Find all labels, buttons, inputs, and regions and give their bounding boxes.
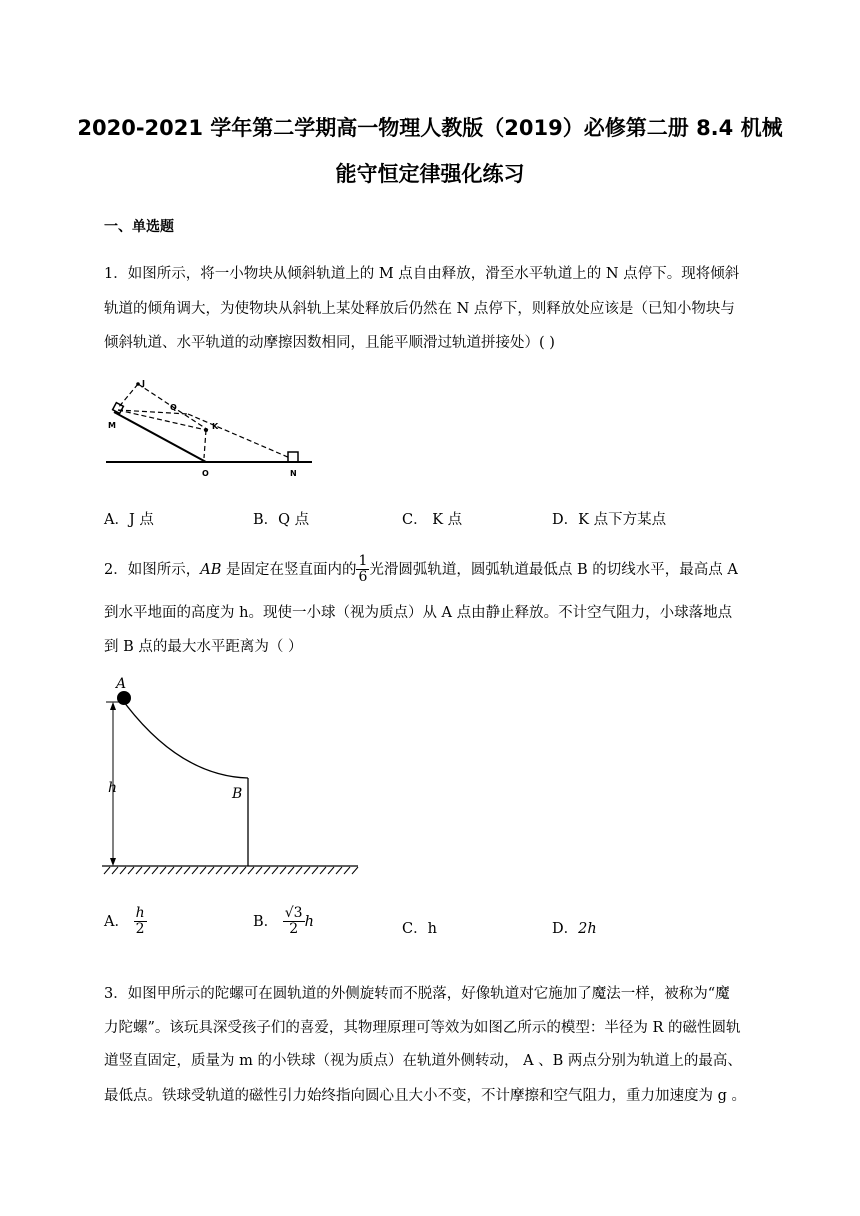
q3-text-line-3: 道竖直固定，质量为 m 的小铁球（视为质点）在轨道外侧转动， A 、B 两点分别为轨道上的最高、 bbox=[104, 1053, 742, 1069]
q2-frac-num: 1 bbox=[358, 553, 368, 569]
q1-option-d[interactable]: D．K 点下方某点 bbox=[552, 512, 667, 528]
q2-option-a-den: 2 bbox=[135, 921, 145, 938]
q3-text-line-4: 最低点。铁球受轨道的磁性引力始终指向圆心且大小不变，不计摩擦和空气阻力，重力加速度为 g 。 bbox=[104, 1088, 746, 1104]
q2-post: 光滑圆弧轨道，圆弧轨道最低点 B 的切线水平，最高点 A bbox=[369, 561, 738, 578]
q2-option-b-var: h bbox=[304, 913, 314, 930]
q2-option-a-label: A． bbox=[104, 913, 129, 930]
document-title-line-2: 能守恒定律强化练习 bbox=[335, 162, 525, 186]
q1-figure bbox=[100, 372, 320, 482]
q2-figure bbox=[100, 672, 362, 878]
q2-frac-den: 6 bbox=[358, 569, 368, 586]
q1-option-a[interactable]: A．J 点 bbox=[104, 512, 154, 528]
q2-option-b-num: √3 bbox=[284, 905, 303, 921]
q2-text-line-3: 到 B 点的最大水平距离为（ ） bbox=[104, 639, 303, 655]
q1-option-c[interactable]: C． K 点 bbox=[402, 512, 463, 528]
q3-text-line-2: 力陀螺”。该玩具深受孩子们的喜爱，其物理原理可等效为如图乙所示的模型：半径为 R 的磁性圆轨 bbox=[104, 1020, 741, 1036]
q2-prefix: 2．如图所示， bbox=[104, 561, 201, 578]
q2-option-b-label: B． bbox=[253, 913, 279, 930]
label-n: N bbox=[290, 469, 297, 478]
q2-option-a-fraction bbox=[134, 906, 147, 938]
label-j: J bbox=[142, 379, 145, 388]
q2-ab: AB bbox=[200, 561, 222, 578]
q1-text-line-3: 倾斜轨道、水平轨道的动摩擦因数相同，且能平顺滑过轨道拼接处）( ) bbox=[104, 335, 555, 351]
q2-option-a[interactable] bbox=[104, 906, 147, 938]
q3-text-line-1: 3．如图甲所示的陀螺可在圆轨道的外侧旋转而不脱落，好像轨道对它施加了魔法一样，被称为“魔 bbox=[104, 986, 730, 1002]
section-heading: 一、单选题 bbox=[104, 219, 174, 235]
q2-option-a-num: h bbox=[135, 905, 145, 921]
q2-option-d-label: D． bbox=[552, 921, 579, 937]
q2-option-b-den: 2 bbox=[289, 921, 299, 938]
q2-option-c[interactable]: C．h bbox=[402, 921, 437, 937]
label-m: M bbox=[108, 421, 116, 430]
q1-text-line-1: 1．如图所示，将一小物块从倾斜轨道上的 M 点自由释放，滑至水平轨道上的 N 点停下。现将倾斜 bbox=[104, 266, 740, 282]
q2-mid: 是固定在竖直面内的 bbox=[221, 561, 357, 578]
q2-option-d[interactable] bbox=[552, 917, 597, 938]
q2-fraction bbox=[356, 554, 369, 586]
q2-option-b-fraction bbox=[283, 906, 305, 938]
q2-option-d-value: 2h bbox=[578, 921, 597, 937]
label-q: Q bbox=[170, 403, 177, 412]
label-o: O bbox=[202, 469, 209, 478]
q2-text-line-2: 到水平地面的高度为 h。现使一小球（视为质点）从 A 点由静止释放。不计空气阻力，小球落地点 bbox=[104, 605, 733, 621]
label-b: B bbox=[232, 786, 243, 802]
label-k: K bbox=[212, 422, 219, 431]
q1-text-line-2: 轨道的倾角调大，为使物块从斜轨上某处释放后仍然在 N 点停下，则释放处应该是（已知小物块与 bbox=[104, 301, 735, 317]
q2-text-line-1 bbox=[104, 554, 738, 586]
document-title-line-1: 2020-2021 学年第二学期高一物理人教版（2019）必修第二册 8.4 机械 bbox=[77, 116, 783, 140]
q2-option-b[interactable] bbox=[253, 906, 314, 938]
label-h: h bbox=[108, 780, 118, 796]
q1-option-b[interactable]: B．Q 点 bbox=[253, 512, 310, 528]
label-a: A bbox=[116, 676, 127, 692]
